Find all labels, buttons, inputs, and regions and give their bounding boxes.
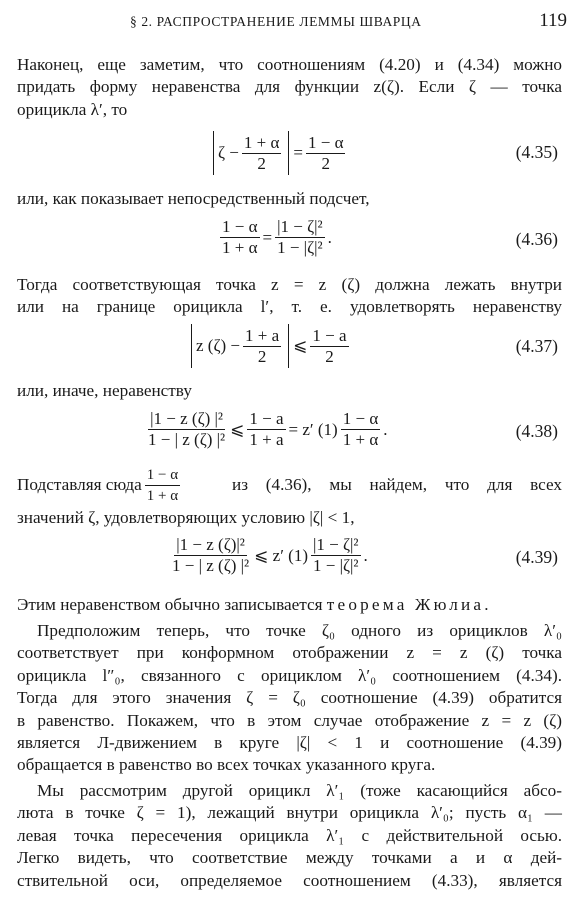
paragraph-text [17, 274, 562, 319]
fraction [341, 410, 381, 449]
fraction-numerator: 1 − α [145, 466, 180, 486]
equation-body [143, 410, 387, 449]
text-line: орицикла l″₀, связанного с орициклом λ′₀ соотношением (4.34). [17, 665, 562, 685]
fraction-denominator: 1 + a [249, 430, 284, 449]
eq-tail: . [383, 419, 388, 439]
eq-term: = z′ (1) [288, 419, 338, 439]
text-line: соответствует при конформном отображении z = z (ζ) точка [17, 643, 562, 663]
fraction-numerator: |1 − ζ|² [277, 217, 323, 236]
eq-tail: . [363, 545, 368, 565]
theorem-name: теорема Жюлиа. [326, 595, 492, 614]
fraction [306, 134, 346, 173]
text-line: Легко видеть, что соответствие между точками a и α дей- [17, 848, 562, 868]
abs-bar-left [213, 131, 214, 175]
fraction-numerator: 1 − α [222, 217, 258, 236]
text-line: Предположим теперь, что точке ζ₀ одного из орициклов λ′₀ [37, 621, 562, 640]
equation-4-36 [17, 218, 562, 266]
eq-sign: = [293, 143, 303, 162]
eq-tail: . [327, 227, 332, 247]
inline-fraction [145, 466, 180, 505]
fraction-denominator: 1 − | z (ζ) |² [172, 556, 250, 575]
paragraph-text [17, 620, 562, 777]
fraction [247, 410, 285, 449]
fraction-denominator: 2 [257, 153, 266, 173]
paragraph-intro [17, 54, 562, 121]
text-line: левая точка пересечения орицикла λ′₁ с действительной осью. [17, 825, 562, 845]
eq-term: ⩽ z′ (1) [254, 545, 308, 565]
fraction [146, 410, 227, 449]
paragraph-text [17, 464, 562, 530]
eq-term: ζ − [218, 143, 239, 162]
text-line: значений ζ, удовлетворяющих условию |ζ| < 1, [17, 508, 355, 527]
equation-4-37 [17, 322, 562, 374]
fraction [242, 134, 282, 173]
fraction [310, 327, 348, 366]
fraction-denominator: 2 [321, 153, 330, 173]
text-line [17, 464, 562, 506]
text-line: или, иначе, неравенству [17, 381, 192, 400]
text-line: Тогда для этого значения ζ = ζ₀ соотношение (4.39) обратится [17, 688, 562, 708]
abs-bar-left [191, 324, 192, 368]
paragraph-theorem [17, 594, 562, 616]
abs-bar-right [288, 131, 289, 175]
fraction-numerator: |1 − z (ζ) |² [150, 409, 224, 428]
fraction-denominator: 2 [257, 346, 267, 366]
equation-body [217, 218, 332, 257]
text-line: или, как показывает непосредственный подсчет, [17, 189, 370, 208]
equation-4-35 [17, 128, 562, 182]
text-fragment: из (4.36), мы найдем, что для всех [232, 475, 562, 494]
equation-number: (4.35) [515, 142, 558, 162]
equation-body [167, 536, 368, 575]
text-line: является Л-движением в круге |ζ| < 1 и соотношение (4.39) [17, 733, 562, 753]
eq-term: z (ζ) − [196, 336, 240, 355]
fraction [311, 536, 361, 575]
text-line: орицикла λ′, то [17, 99, 128, 119]
text-line: придать форму неравенства для функции z(ζ). Если ζ — точка [17, 77, 562, 97]
inline-group [17, 466, 183, 505]
page-number: 119 [539, 10, 567, 31]
fraction-numerator: 1 − a [312, 325, 347, 345]
fraction-denominator: 1 + α [146, 487, 179, 504]
fraction-denominator: 1 + α [222, 238, 258, 257]
fraction-denominator: 2 [325, 346, 334, 366]
eq-sign: ⩽ [230, 419, 245, 439]
text-line: Тогда соответствующая точка z = z (ζ) должна лежать внутри [17, 275, 562, 294]
text-line [17, 594, 562, 616]
fraction-denominator: 1 − |ζ|² [313, 556, 359, 575]
fraction-numerator: 1 − α [307, 132, 344, 152]
equation-body [187, 324, 352, 368]
fraction [170, 536, 251, 575]
fraction [220, 218, 260, 257]
text-line: обращается в равенство во всех точках указанного круга. [17, 755, 436, 775]
equation-4-39 [17, 536, 562, 584]
equation-number: (4.37) [515, 336, 558, 356]
fraction-denominator: 1 − | z (ζ) |² [148, 430, 226, 449]
equation-number: (4.39) [515, 547, 558, 567]
fraction-numerator: |1 − z (ζ)|² [176, 535, 245, 554]
equation-number: (4.38) [515, 421, 558, 441]
running-head: § 2. РАСПРОСТРАНЕНИЕ ЛЕММЫ ШВАРЦА [130, 14, 422, 29]
text-fragment: Подставляя сюда [17, 475, 142, 494]
fraction-numerator: 1 + α [243, 132, 280, 152]
fraction-denominator: 1 − |ζ|² [277, 238, 323, 257]
fraction-denominator: 1 + α [342, 430, 379, 449]
fraction [275, 218, 325, 257]
text-line: в равенство. Покажем, что в этом случае отображение z = z (ζ) [17, 710, 562, 730]
paragraph-text [17, 780, 562, 892]
page-header [130, 10, 567, 36]
paragraph-text [17, 188, 562, 210]
fraction [243, 327, 281, 366]
fraction-numerator: 1 − α [342, 409, 379, 428]
paragraph-text [17, 380, 562, 402]
text-fragment: Этим неравенством обычно записывается [17, 595, 323, 614]
eq-sign: = [262, 227, 273, 247]
equation-4-38 [17, 410, 562, 458]
text-line: ствительной оси, определяемое соотношением (4.33), является [17, 870, 562, 890]
eq-sign: ⩽ [293, 336, 308, 355]
text-line: Наконец, еще заметим, что соотношениям (4.20) и (4.34) можно [17, 55, 562, 74]
equation-number: (4.36) [515, 229, 558, 249]
text-line: Мы рассмотрим другой орицикл λ′₁ (тоже касающийся абсо- [37, 781, 562, 800]
fraction-numerator: |1 − ζ|² [313, 535, 359, 554]
text-line: или на границе орицикла l′, т. е. удовлетворять неравенству [17, 297, 562, 317]
equation-body [209, 131, 348, 175]
abs-bar-right [288, 324, 289, 368]
text-line: люта в точке ζ = 1), лежащий внутри орицикла λ′₀; пусть α₁ — [17, 803, 562, 823]
fraction-numerator: 1 − a [249, 409, 284, 428]
fraction-numerator: 1 + a [245, 325, 280, 345]
